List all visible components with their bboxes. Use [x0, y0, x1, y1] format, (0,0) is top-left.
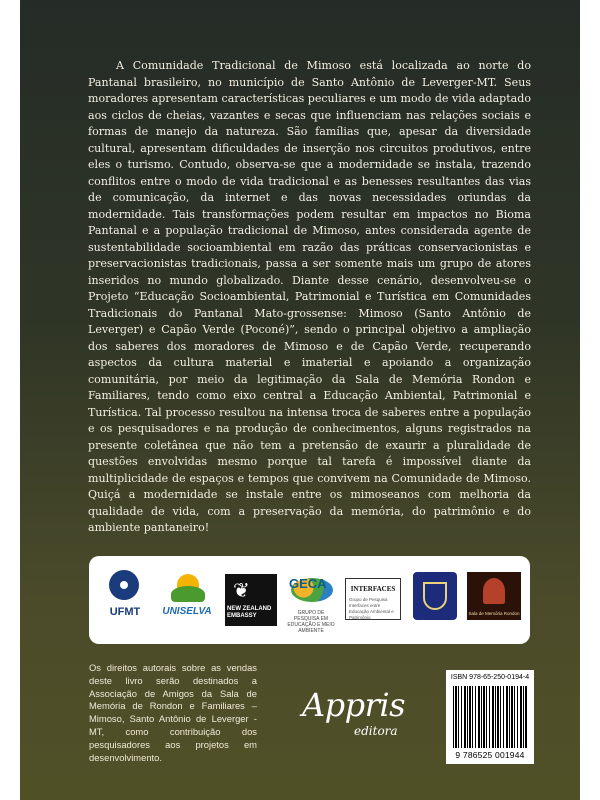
- publisher-name: Appris: [302, 686, 406, 724]
- new-zealand-embassy-logo: ❦ NEW ZEALAND EMBASSY: [225, 574, 277, 626]
- isbn-barcode: [446, 670, 534, 764]
- crest-seal-logo: [413, 572, 457, 620]
- back-cover: [20, 0, 580, 800]
- isbn-label: ISBN 978-65-250-0194-4: [450, 674, 530, 681]
- sala-de-memoria-logo: Sala de Memória Rondon: [467, 572, 521, 620]
- sponsor-logo-bar: [89, 556, 530, 644]
- publisher-logo: [302, 686, 426, 746]
- barcode-number: 9 786525 001944: [455, 750, 525, 760]
- geca-logo: GECA GRUPO DE PESQUISA EM EDUCAÇÃO E MEIO AMBIENTE: [287, 576, 335, 634]
- fern-icon: ❦: [233, 578, 250, 602]
- ufmt-logo: UFMT: [101, 570, 149, 630]
- copyright-note: Os direitos autorais sobre as vendas deste livro serão destinados a Associação de Amigos da Sala de Memória de Rondon e Familiares – Mimoso, Santo Antônio de Leverger - MT, como contribuição dos pesquisadores aos projetos em desenvolvimento.: [89, 662, 257, 763]
- barcode-icon: [453, 686, 527, 748]
- publisher-sub: editora: [354, 724, 398, 738]
- interfaces-logo: INTERFACES Grupo de Pesquisa Interfaces entre Educação Ambiental e Patrimônio: [345, 578, 401, 620]
- blurb-text: A Comunidade Tradicional de Mimoso está localizada ao norte do Pantanal brasileiro, no município de Santo Antônio de Leverger-MT. Seus moradores apresentam características peculiares e um modo de vida adaptado aos ciclos de cheias, vazantes e secas que influenciam nas relações sociais e formas de manejo da natureza. São famílias que, apesar da diversidade cultural, apresentam dificuldades de inserção nos circuitos produtivos, entre eles o turismo. Contudo, observa-se que a modernidade se instala, trazendo conflitos entre o modo de vida tradicional e as benesses resultantes das vias de comunicação, da internet e das novas necessidades oriundas da modernidade. Tais transformações podem resultar em impactos no Bioma Pantanal e a população tradicional de Mimoso, antes considerada agente de sustentabilidade socioambiental em razão das práticas conservacionistas e preservacionistas tradicionais, passa a ser somente mais um grupo de atores inseridos no mundo globalizado. Diante desse cenário, desenvolveu-se o Projeto “Educação Socioambiental, Patrimonial e Turística em Comunidades Tradicionais do Pantanal Mato-grossense: Mimoso (Santo Antônio de Leverger) e Capão Verde (Poconé)”, sendo o principal objetivo a ampliação dos saberes dos moradores de Mimoso e de Capão Verde, recuperando aspectos da cultura material e imaterial e apoiando a organização comunitária, por meio da legitimação da Sala de Memória Rondon e Familiares, tendo como eixo central a Educação Ambiental, Patrimonial e Turística. Tal processo resultou na intensa troca de saberes entre a população e os pesquisadores e na produção de conhecimentos, alguns registrados na presente coletânea que não tem a pretensão de exaurir a pluralidade de questões envolvidas mesmo porque tal tarefa é impossível diante da multiplicidade de espaços e tempos que convivem na Comunidade de Mimoso. Quiçá a modernidade se instale entre os mimoseanos com melhoria da qualidade de vida, com a preservação da memória, do patrimônio e do ambiente pantaneiro!: [88, 59, 531, 534]
- uniselva-logo: UNISELVA: [157, 570, 217, 630]
